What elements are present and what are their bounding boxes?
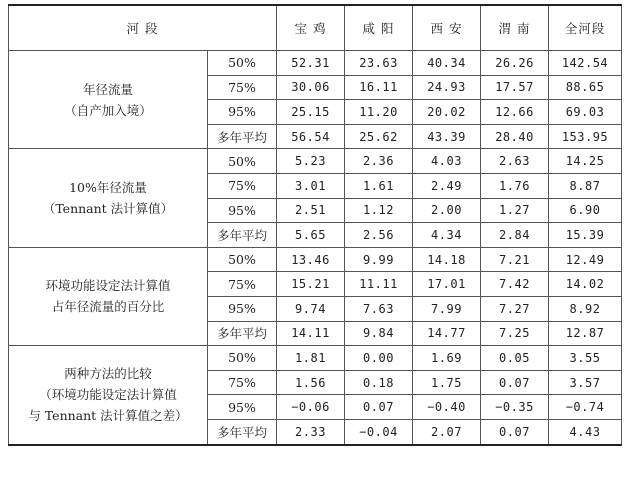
value-cell: 14.11 bbox=[277, 321, 345, 346]
value-cell: 1.61 bbox=[345, 173, 413, 198]
header-col-baoji: 宝 鸡 bbox=[277, 5, 345, 51]
value-cell: −0.04 bbox=[345, 419, 413, 444]
value-cell: 6.90 bbox=[549, 198, 622, 223]
value-cell: 2.56 bbox=[345, 223, 413, 248]
value-cell: 1.76 bbox=[481, 173, 549, 198]
value-cell: 9.74 bbox=[277, 296, 345, 321]
value-cell: 1.69 bbox=[413, 346, 481, 371]
probability-cell: 多年平均 bbox=[208, 223, 277, 248]
value-cell: 30.06 bbox=[277, 75, 345, 100]
table-row bbox=[9, 149, 622, 174]
value-cell: 25.62 bbox=[345, 124, 413, 149]
value-cell: 4.03 bbox=[413, 149, 481, 174]
value-cell: 7.21 bbox=[481, 247, 549, 272]
value-cell: 26.26 bbox=[481, 51, 549, 76]
value-cell: 24.93 bbox=[413, 75, 481, 100]
value-cell: 15.21 bbox=[277, 272, 345, 297]
header-section: 河 段 bbox=[9, 5, 277, 51]
value-cell: 8.87 bbox=[549, 173, 622, 198]
value-cell: 11.20 bbox=[345, 100, 413, 125]
value-cell: 14.77 bbox=[413, 321, 481, 346]
value-cell: 20.02 bbox=[413, 100, 481, 125]
value-cell: 1.12 bbox=[345, 198, 413, 223]
value-cell: 153.95 bbox=[549, 124, 622, 149]
value-cell: 15.39 bbox=[549, 223, 622, 248]
value-cell: 5.65 bbox=[277, 223, 345, 248]
value-cell: 0.07 bbox=[345, 395, 413, 420]
group-label-line: 年径流量 bbox=[82, 81, 133, 97]
value-cell: 5.23 bbox=[277, 149, 345, 174]
group-label bbox=[9, 51, 208, 149]
probability-cell: 95% bbox=[208, 100, 277, 125]
value-cell: 0.07 bbox=[481, 370, 549, 395]
value-cell: 4.34 bbox=[413, 223, 481, 248]
table-row bbox=[9, 51, 622, 76]
header-col-xian: 西 安 bbox=[413, 5, 481, 51]
value-cell: 1.56 bbox=[277, 370, 345, 395]
value-cell: 1.81 bbox=[277, 346, 345, 371]
value-cell: 43.39 bbox=[413, 124, 481, 149]
value-cell: 2.84 bbox=[481, 223, 549, 248]
value-cell: 0.18 bbox=[345, 370, 413, 395]
probability-cell: 多年平均 bbox=[208, 321, 277, 346]
probability-cell: 50% bbox=[208, 346, 277, 371]
probability-cell: 75% bbox=[208, 173, 277, 198]
value-cell: 2.51 bbox=[277, 198, 345, 223]
probability-cell: 75% bbox=[208, 370, 277, 395]
group-label-line: 占年径流量的百分比 bbox=[51, 299, 165, 315]
value-cell: 52.31 bbox=[277, 51, 345, 76]
group-label-line: 与 Tennant 法计算值之差） bbox=[28, 408, 188, 424]
value-cell: 2.00 bbox=[413, 198, 481, 223]
probability-cell: 95% bbox=[208, 296, 277, 321]
value-cell: 3.01 bbox=[277, 173, 345, 198]
value-cell: 12.66 bbox=[481, 100, 549, 125]
value-cell: −0.74 bbox=[549, 395, 622, 420]
value-cell: 3.55 bbox=[549, 346, 622, 371]
value-cell: 17.57 bbox=[481, 75, 549, 100]
probability-cell: 50% bbox=[208, 247, 277, 272]
value-cell: 40.34 bbox=[413, 51, 481, 76]
value-cell: 14.25 bbox=[549, 149, 622, 174]
value-cell: 1.75 bbox=[413, 370, 481, 395]
value-cell: 2.33 bbox=[277, 419, 345, 444]
value-cell: 56.54 bbox=[277, 124, 345, 149]
value-cell: 7.63 bbox=[345, 296, 413, 321]
value-cell: 142.54 bbox=[549, 51, 622, 76]
value-cell: 25.15 bbox=[277, 100, 345, 125]
probability-cell: 95% bbox=[208, 198, 277, 223]
value-cell: 8.92 bbox=[549, 296, 622, 321]
value-cell: 0.07 bbox=[481, 419, 549, 444]
value-cell: 3.57 bbox=[549, 370, 622, 395]
value-cell: 13.46 bbox=[277, 247, 345, 272]
header-col-whole: 全河段 bbox=[549, 5, 622, 51]
value-cell: 11.11 bbox=[345, 272, 413, 297]
value-cell: 2.63 bbox=[481, 149, 549, 174]
probability-cell: 50% bbox=[208, 149, 277, 174]
header-col-xianyang: 咸 阳 bbox=[345, 5, 413, 51]
value-cell: −0.06 bbox=[277, 395, 345, 420]
value-cell: 2.36 bbox=[345, 149, 413, 174]
value-cell: −0.35 bbox=[481, 395, 549, 420]
value-cell: 0.00 bbox=[345, 346, 413, 371]
group-label-line: （自产加入境） bbox=[64, 102, 152, 118]
value-cell: 7.42 bbox=[481, 272, 549, 297]
value-cell: −0.40 bbox=[413, 395, 481, 420]
value-cell: 12.49 bbox=[549, 247, 622, 272]
group-label bbox=[9, 149, 208, 247]
table-row bbox=[9, 247, 622, 272]
value-cell: 4.43 bbox=[549, 419, 622, 444]
group-label-line: 两种方法的比较 bbox=[64, 366, 152, 382]
group-label bbox=[9, 346, 208, 445]
value-cell: 17.01 bbox=[413, 272, 481, 297]
value-cell: 0.05 bbox=[481, 346, 549, 371]
probability-cell: 75% bbox=[208, 75, 277, 100]
group-label-line: 10%年径流量 bbox=[69, 180, 147, 196]
value-cell: 7.25 bbox=[481, 321, 549, 346]
probability-cell: 多年平均 bbox=[208, 124, 277, 149]
group-label-line: （环境功能设定法计算值 bbox=[39, 387, 177, 403]
value-cell: 12.87 bbox=[549, 321, 622, 346]
value-cell: 14.18 bbox=[413, 247, 481, 272]
value-cell: 7.27 bbox=[481, 296, 549, 321]
value-cell: 2.49 bbox=[413, 173, 481, 198]
probability-cell: 95% bbox=[208, 395, 277, 420]
value-cell: 9.99 bbox=[345, 247, 413, 272]
probability-cell: 50% bbox=[208, 51, 277, 76]
group-label-line: （Tennant 法计算值） bbox=[42, 201, 174, 217]
value-cell: 16.11 bbox=[345, 75, 413, 100]
data-table bbox=[8, 4, 622, 446]
value-cell: 23.63 bbox=[345, 51, 413, 76]
header-row bbox=[9, 5, 622, 51]
value-cell: 69.03 bbox=[549, 100, 622, 125]
table-container bbox=[8, 4, 622, 446]
value-cell: 14.02 bbox=[549, 272, 622, 297]
value-cell: 88.65 bbox=[549, 75, 622, 100]
value-cell: 7.99 bbox=[413, 296, 481, 321]
header-col-weinan: 渭 南 bbox=[481, 5, 549, 51]
value-cell: 2.07 bbox=[413, 419, 481, 444]
group-label-line: 环境功能设定法计算值 bbox=[45, 278, 171, 294]
value-cell: 28.40 bbox=[481, 124, 549, 149]
probability-cell: 75% bbox=[208, 272, 277, 297]
probability-cell: 多年平均 bbox=[208, 419, 277, 444]
group-label bbox=[9, 247, 208, 345]
value-cell: 9.84 bbox=[345, 321, 413, 346]
value-cell: 1.27 bbox=[481, 198, 549, 223]
table-row bbox=[9, 346, 622, 371]
